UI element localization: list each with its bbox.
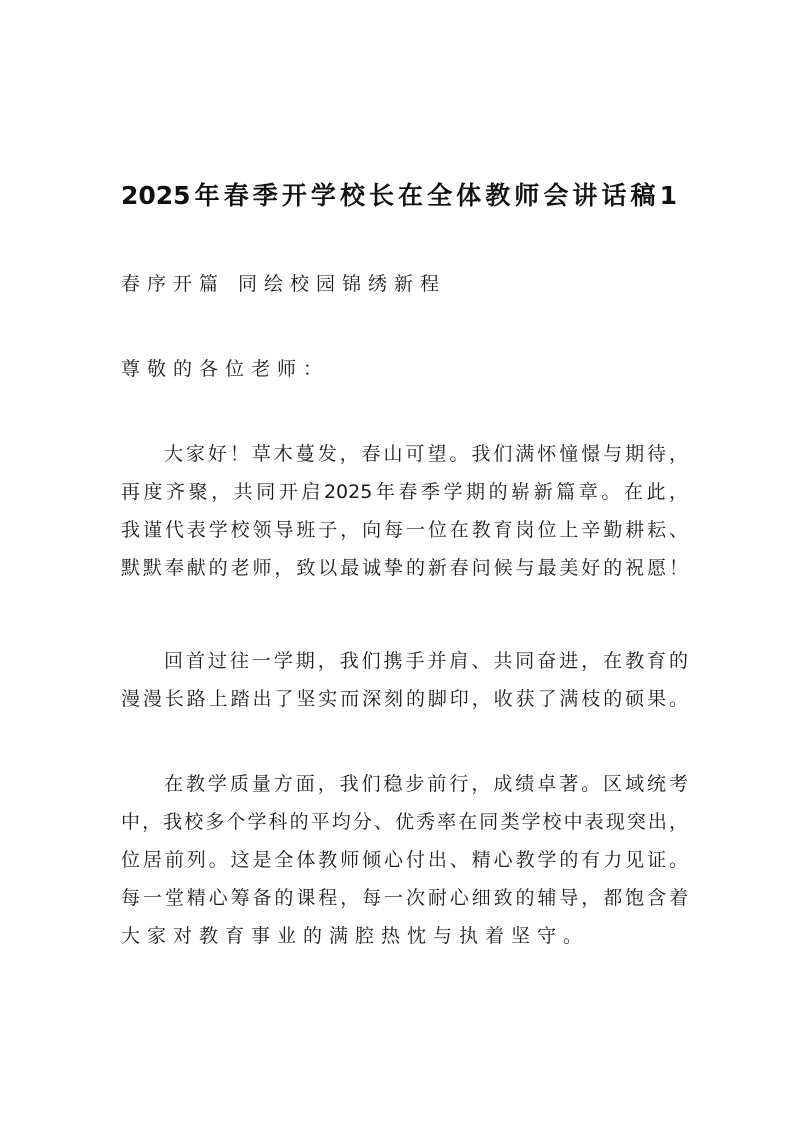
subtitle: 春序开篇 同绘校园锦绣新程 — [121, 273, 447, 295]
paragraph-line: 每一堂精心筹备的课程，每一次耐心细致的辅导，都饱含着 — [121, 887, 688, 909]
paragraph-line: 中，我校多个学科的平均分、优秀率在同类学校中表现突出， — [121, 811, 688, 833]
paragraph-line: 大家对教育事业的满腔热忱与执着坚守。 — [121, 925, 590, 947]
paragraph-line: 再度齐聚，共同开启2025年春季学期的崭新篇章。在此， — [121, 481, 688, 503]
paragraph-line: 回首过往一学期，我们携手并肩、共同奋进，在教育的 — [164, 650, 688, 672]
salutation: 尊敬的各位老师： — [121, 358, 330, 380]
paragraph-line: 默默奉献的老师，致以最诚挚的新春问候与最美好的祝愿！ — [121, 557, 688, 579]
paragraph-line: 漫漫长路上踏出了坚实而深刻的脚印，收获了满枝的硕果。 — [121, 688, 688, 710]
paragraph-line: 我谨代表学校领导班子，向每一位在教育岗位上辛勤耕耘、 — [121, 519, 688, 541]
document-title: 2025年春季开学校长在全体教师会讲话稿1 — [121, 181, 677, 210]
paragraph-line: 在教学质量方面，我们稳步前行，成绩卓著。区域统考 — [164, 773, 688, 795]
paragraph-line: 位居前列。这是全体教师倾心付出、精心教学的有力见证。 — [121, 849, 688, 871]
paragraph-line: 大家好！草木蔓发，春山可望。我们满怀憧憬与期待， — [164, 443, 688, 465]
